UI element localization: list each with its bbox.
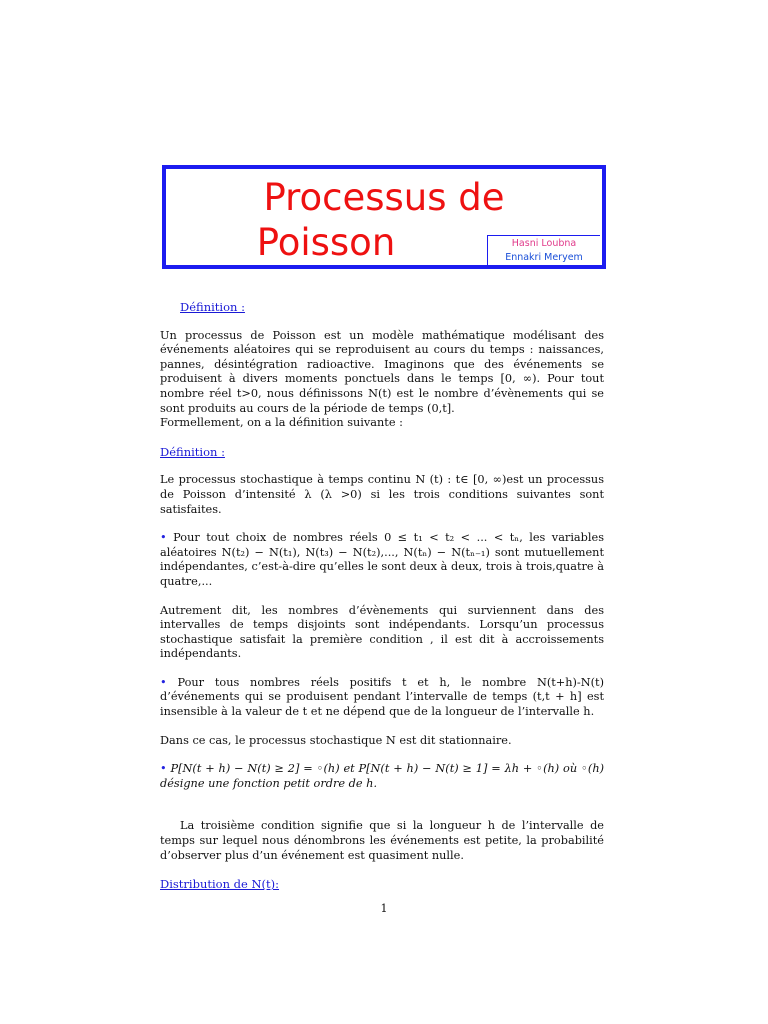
bullet-icon: • <box>160 531 174 545</box>
condition-3 <box>160 762 604 791</box>
document-body <box>160 300 604 892</box>
paragraph-condition-3-explain: La troisième condition signifie que si la longueur h de l’intervalle de temps sur lequel nous dénombrons les événements est petite, la probabilité d’observer plus d’un événement est quasiment nulle. <box>160 819 604 862</box>
condition-1-text: Pour tout choix de nombres réels 0 ≤ t₁ < t₂ < ... < tₙ, les variables aléatoires N(t₂) − N(t₁), N(t₃) − N(t₂),..., N(tₙ) − N(tₙ₋₁) sont mutuellement indépendantes, c’est-à-dire qu’elles le sont deux à deux, trois à trois,quatre à quatre,... <box>160 531 604 588</box>
page-number: 1 <box>380 902 388 915</box>
page-title-line1: Processus de <box>263 176 505 219</box>
condition-1 <box>160 531 604 589</box>
bullet-icon: • <box>160 675 178 689</box>
paragraph-formally: Formellement, on a la définition suivante : <box>160 416 403 430</box>
condition-2-text: Pour tous nombres réels positifs t et h, le nombre N(t+h)-N(t) d’événements qui se produisent pendant l’intervalle de temps (t,t + h] est insensible à la valeur de t et ne dépend que de la longueur de l’intervalle h. <box>160 675 604 719</box>
paragraph-condition-2-explain: Dans ce cas, le processus stochastique N est dit stationnaire. <box>160 733 512 747</box>
paragraph-intro: Un processus de Poisson est un modèle mathématique modélisant des événements aléatoires qui se reproduisent au cours du temps : naissances, pannes, désintégration radioactive. Imaginons que des événements se produisent à divers moments ponctuels dans le temps [0, ∞). Pour tout nombre réel t>0, nous définissons N(t) est le nombre d’évènements qui se sont produits au cours de la période de temps (0,t]. <box>160 328 604 415</box>
author-2: Ennakri Meryem <box>505 252 583 263</box>
page-title-line2: Poisson <box>256 221 396 264</box>
condition-3-text: P[N(t + h) − N(t) ≥ 2] = ◦(h) et P[N(t + h) − N(t) ≥ 1] = λh + ◦(h) où ◦(h) désigne une fonction petit ordre de h. <box>160 762 605 790</box>
condition-2 <box>160 676 604 720</box>
heading-definition-1: Définition : <box>180 300 245 314</box>
title-box <box>162 165 606 269</box>
author-1: Hasni Loubna <box>511 238 577 249</box>
paragraph-condition-1-explain: Autrement dit, les nombres d’évènements qui surviennent dans des intervalles de temps disjoints sont indépendants. Lorsqu’un processus stochastique satisfait la première condition , il est dit à accroissements indépendants. <box>160 603 604 661</box>
bullet-icon: • <box>160 762 171 776</box>
heading-definition-2: Définition : <box>160 444 225 459</box>
heading-distribution: Distribution de N(t): <box>160 877 280 892</box>
authors-box <box>487 235 600 266</box>
paragraph-definition: Le processus stochastique à temps continu N (t) : t∈ [0, ∞)est un processus de Poisson d’intensité λ (λ >0) si les trois conditions suivantes sont satisfaites. <box>160 473 604 516</box>
